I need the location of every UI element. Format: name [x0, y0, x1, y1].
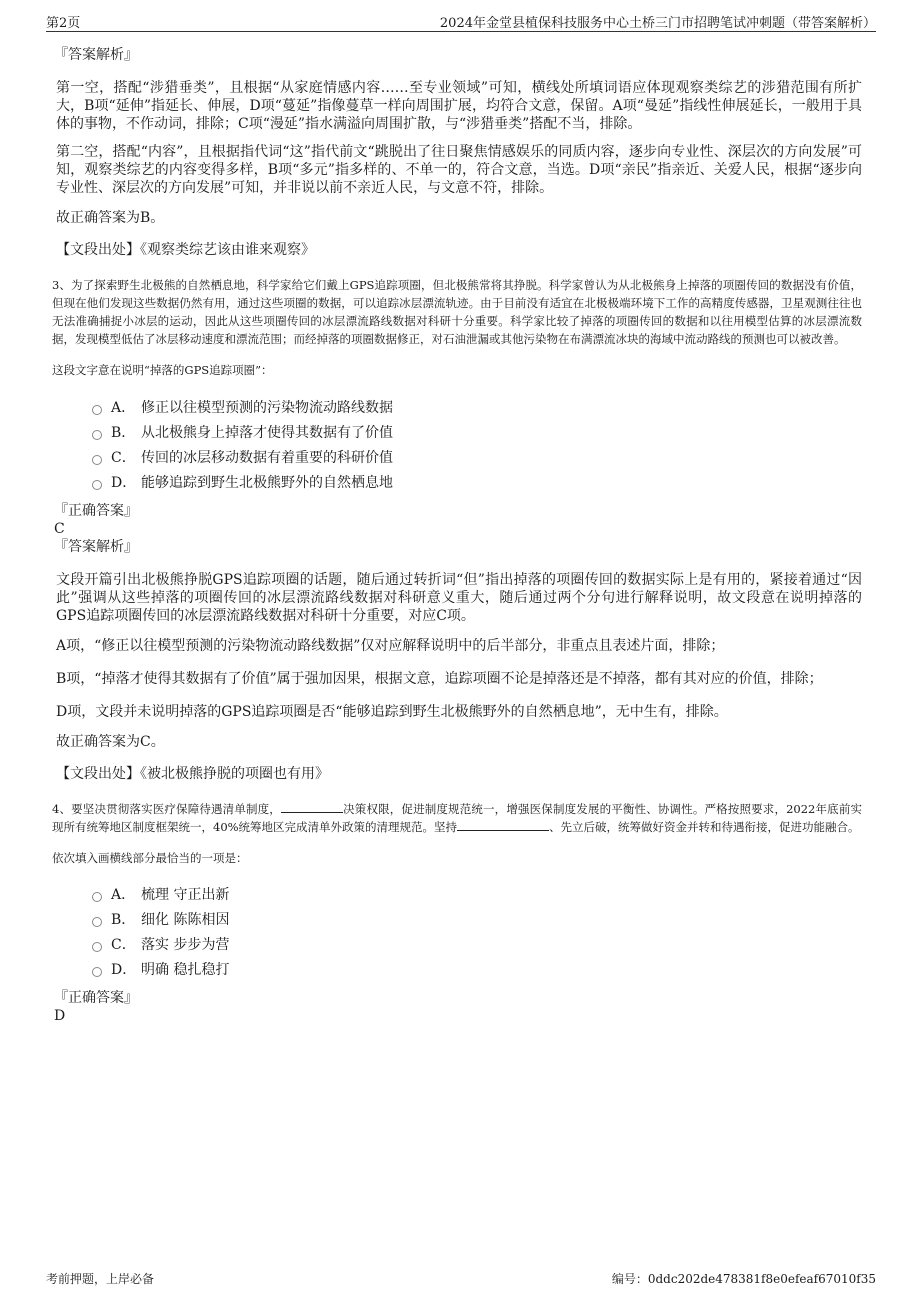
option-text: 修正以往模型预测的污染物流动路线数据: [141, 399, 393, 416]
q4-stem-part3: 、先立后破，统筹做好资金并转和待遇衔接，促进功能融合。: [549, 820, 860, 834]
q4-prompt: 依次填入画横线部分最恰当的一项是：: [52, 851, 248, 865]
option-letter: C．: [111, 936, 136, 953]
option-letter: D．: [111, 474, 137, 491]
q3-conclusion: 故正确答案为C。: [56, 734, 165, 750]
option-letter: B．: [111, 424, 136, 441]
q3-option-b[interactable]: [92, 420, 862, 445]
q3-stem: 3、为了探索野生北极熊的自然栖息地，科学家给它们戴上GPS追踪项圈，但北极熊常将其挣脱。科学家曾认为从北极熊身上掉落的项圈传回的数据没有价值，但现在他们发现这些数据仍然有用，通过这些项圈的数据，可以追踪冰层漂流轨迹。由于目前没有适宜在北极极端环境下工作的高精度传感器，卫星观测往往也无法准确捕捉小冰层的运动，因此从这些项圈传回的冰层漂流路线数据对科研十分重要。科学家比较了掉落的项圈传回的数据和以往用模型估算的冰层漂流数据，发现模型低估了冰层移动速度和漂流范围；而经掉落的项圈数据修正，对石油泄漏或其他污染物在布满漂流冰块的海域中流动路线的预测也可以被改善。: [52, 278, 862, 346]
q3-analysis-a: A项，“修正以往模型预测的污染物流动路线数据”仅对应解释说明中的后半部分，非重点且表述片面，排除；: [56, 638, 725, 654]
option-text: 传回的冰层移动数据有着重要的科研价值: [141, 449, 393, 466]
q3-correct-label: 『正确答案』: [54, 503, 138, 519]
q2-source: 【文段出处】《观察类综艺该由谁来观察》: [56, 242, 315, 258]
q4-stem-part1: 4、要坚决贯彻落实医疗保障待遇清单制度，: [52, 802, 281, 816]
option-text: 细化 陈陈相因: [141, 911, 230, 928]
q4-option-d[interactable]: [92, 957, 862, 982]
q2-analysis-label: 『答案解析』: [54, 47, 138, 63]
option-letter: B．: [111, 911, 136, 928]
q3-option-a[interactable]: [92, 395, 862, 420]
radio-icon[interactable]: [92, 892, 102, 902]
option-letter: A．: [111, 886, 136, 903]
option-letter: D．: [111, 961, 137, 978]
q2-analysis-p2: 第二空，搭配“内容”，且根据指代词“这”指代前文“跳脱出了往日聚焦情感娱乐的同质内容，逐步向专业性、深层次的方向发展”可知，观察类综艺的内容变得多样，B项“多元”指多样的、不单一的，符合文意，当选。D项“亲民”指亲近、关爱人民，根据“逐步向专业性、深层次的方向发展”可知，并非说以前不亲近人民，与文意不符，排除。: [56, 144, 862, 196]
q4-option-c[interactable]: [92, 932, 862, 957]
q3-analysis-p1: 文段开篇引出北极熊挣脱GPS追踪项圈的话题，随后通过转折词“但”指出掉落的项圈传回的数据实际上是有用的，紧接着通过“因此”强调从这些掉落的项圈传回的冰层漂流路线数据对科研意义重大，随后通过两个分句进行解释说明，故文段意在说明掉落的GPS追踪项圈传回的冰层漂流路线数据对科研十分重要，对应C项。: [56, 572, 862, 624]
q3-prompt: 这段文字意在说明“掉落的GPS追踪项圈”：: [52, 363, 273, 377]
option-letter: A．: [111, 399, 136, 416]
radio-icon[interactable]: [92, 430, 102, 440]
q4-option-b[interactable]: [92, 907, 862, 932]
document-title: 2024年金堂县植保科技服务中心土桥三门市招聘笔试冲刺题（带答案解析）: [439, 16, 876, 31]
radio-icon[interactable]: [92, 967, 102, 977]
q3-option-c[interactable]: [92, 445, 862, 470]
option-text: 从北极熊身上掉落才使得其数据有了价值: [141, 424, 393, 441]
q3-options: [92, 395, 862, 495]
page-header: [46, 12, 876, 32]
q3-answer: C: [54, 521, 65, 537]
document-body: [52, 46, 862, 1025]
q4-blank-2: [457, 819, 549, 831]
q4-answer: D: [54, 1008, 66, 1024]
option-text: 能够追踪到野生北极熊野外的自然栖息地: [141, 474, 393, 491]
option-text: 明确 稳扎稳打: [141, 961, 230, 978]
radio-icon[interactable]: [92, 480, 102, 490]
radio-icon[interactable]: [92, 405, 102, 415]
document-id: 编号：0ddc202de478381f8e0efeaf67010f35: [611, 1272, 876, 1286]
q3-analysis-b: B项，“掉落才使得其数据有了价值”属于强加因果，根据文意，追踪项圈不论是掉落还是不掉落，都有其对应的价值，排除；: [56, 671, 823, 687]
radio-icon[interactable]: [92, 917, 102, 927]
q4-correct-label: 『正确答案』: [54, 990, 138, 1006]
q2-analysis-p1: 第一空，搭配“涉猎垂类”，且根据“从家庭情感内容……至专业领域”可知，横线处所填词语应体现观察类综艺的涉猎范围有所扩大，B项“延伸”指延长、伸展，D项“蔓延”指像蔓草一样向周围扩展，均符合文意，保留。A项“曼延”指线性伸展延长，一般用于具体的事物，不作动词，排除；C项“漫延”指水满溢向周围扩散，与“涉猎垂类”搭配不当，排除。: [56, 80, 862, 132]
q3-option-d[interactable]: [92, 470, 862, 495]
q3-analysis-label: 『答案解析』: [54, 539, 138, 555]
radio-icon[interactable]: [92, 942, 102, 952]
q4-options: [92, 882, 862, 982]
footer-slogan: 考前押题，上岸必备: [46, 1272, 155, 1286]
q4-blank-1: [281, 801, 343, 813]
q4-option-a[interactable]: [92, 882, 862, 907]
radio-icon[interactable]: [92, 455, 102, 465]
page-number: 第2页: [46, 16, 81, 31]
q4-stem: [52, 800, 862, 836]
option-text: 落实 步步为营: [141, 936, 230, 953]
q4-stem-part2: 决策权限，促进制度规范统一，增强医保制度发展的平衡性、协调性。严格按照要求，2022年底前实现所有统筹地区制度框架统一，40%统筹地区完成清单外政策的清理规范。坚持: [52, 802, 862, 834]
q3-analysis-d: D项，文段并未说明掉落的GPS追踪项圈是否“能够追踪到野生北极熊野外的自然栖息地”，无中生有，排除。: [56, 704, 728, 720]
q2-conclusion: 故正确答案为B。: [56, 210, 165, 226]
q3-source: 【文段出处】《被北极熊挣脱的项圈也有用》: [56, 766, 329, 782]
option-text: 梳理 守正出新: [141, 886, 230, 903]
option-letter: C．: [111, 449, 136, 466]
